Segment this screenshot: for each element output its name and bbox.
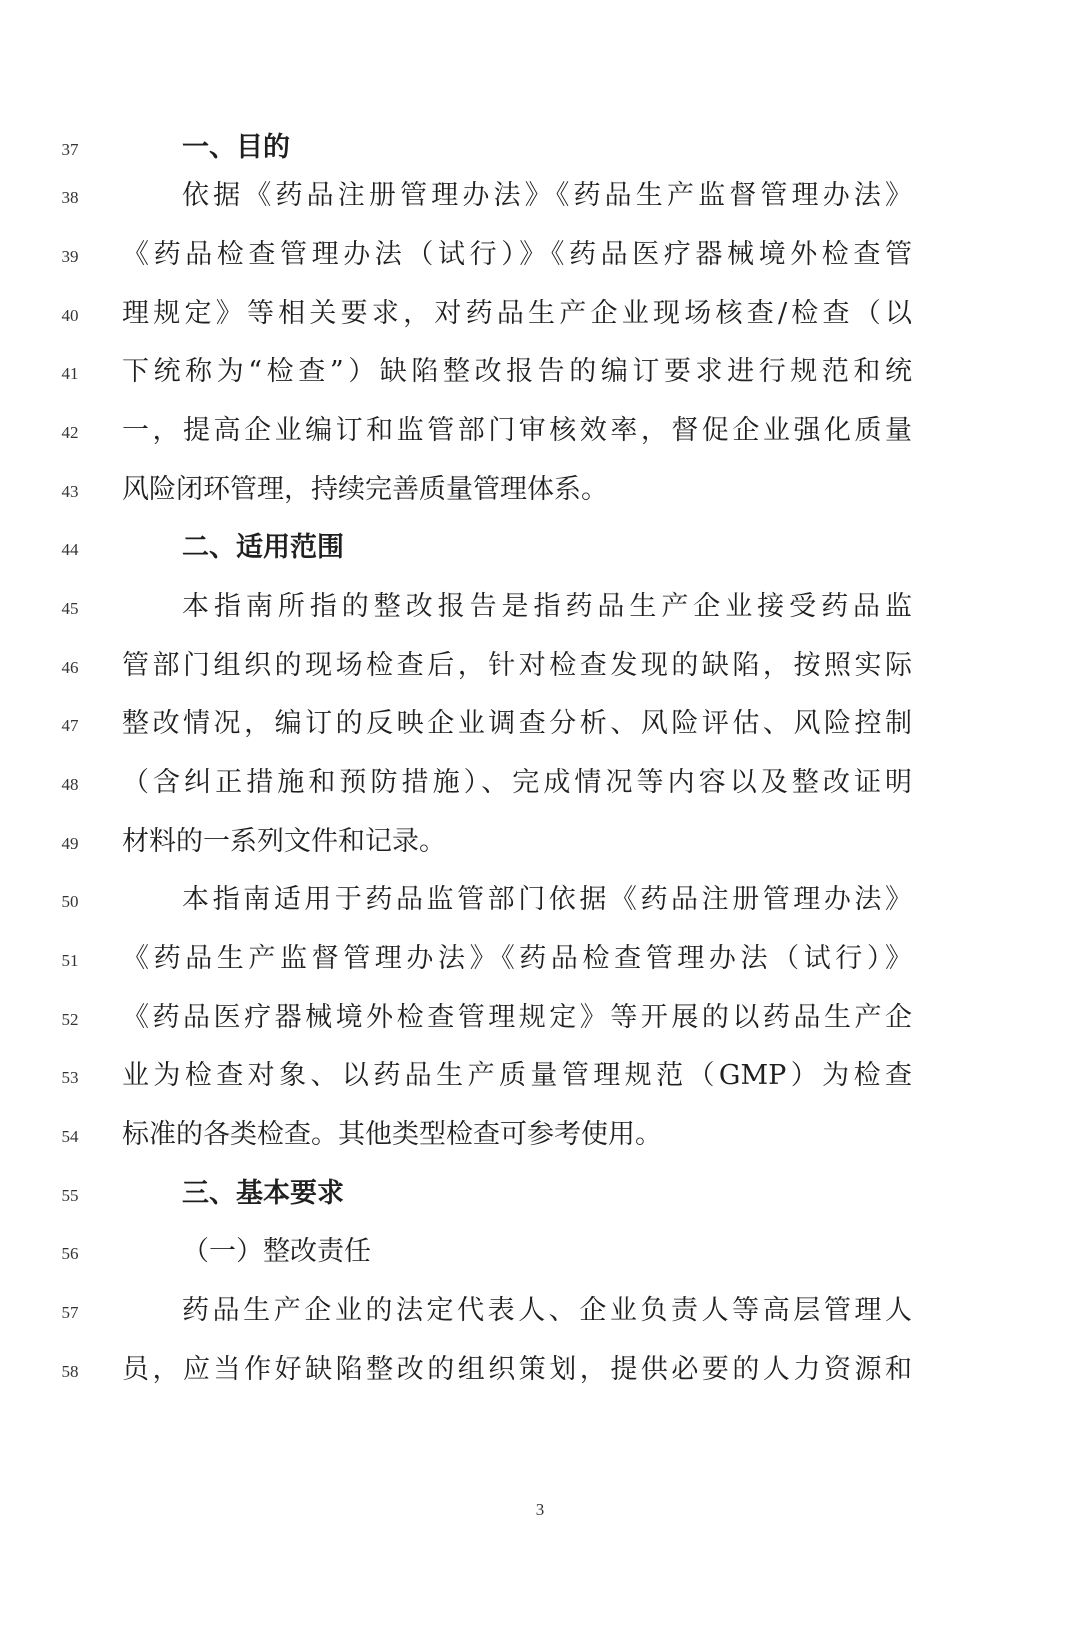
line-43: [0, 464, 1080, 524]
line-57: [0, 1285, 1080, 1345]
line-44: [0, 522, 1080, 582]
line-number: 56: [61, 1244, 79, 1263]
line-number: 51: [61, 951, 79, 970]
line-45: [0, 581, 1080, 641]
paragraph-line: 风险闭环管理，持续完善质量管理体系。: [122, 474, 608, 505]
paragraph-line: 下统称为“检查”）缺陷整改报告的编订要求进行规范和统: [122, 356, 912, 387]
line-52: [0, 992, 1080, 1052]
paragraph-line: 药品生产企业的法定代表人、企业负责人等高层管理人: [182, 1295, 912, 1326]
line-number: 43: [61, 482, 79, 501]
line-number: 52: [61, 1010, 79, 1029]
line-number: 47: [61, 716, 79, 735]
line-number: 48: [61, 775, 79, 794]
paragraph-line: 业为检查对象、以药品生产质量管理规范（GMP）为检查: [122, 1060, 912, 1091]
section-heading-basic-requirements: 三、基本要求: [182, 1178, 344, 1209]
line-58: [0, 1344, 1080, 1404]
line-number: 57: [61, 1303, 79, 1322]
paragraph-line: 员，应当作好缺陷整改的组织策划，提供必要的人力资源和: [122, 1354, 912, 1385]
line-number: 58: [61, 1362, 79, 1381]
line-number: 54: [61, 1127, 79, 1146]
line-46: [0, 640, 1080, 700]
line-48: [0, 757, 1080, 817]
paragraph-line: 依据《药品注册管理办法》《药品生产监督管理办法》: [182, 180, 912, 211]
line-number: 42: [61, 423, 79, 442]
subsection-heading-responsibility: （一）整改责任: [182, 1236, 371, 1267]
paragraph-line: 一，提高企业编订和监管部门审核效率，督促企业强化质量: [122, 415, 912, 446]
line-number: 46: [61, 658, 79, 677]
section-heading-scope: 二、适用范围: [182, 532, 344, 563]
line-56: [0, 1226, 1080, 1286]
line-40: [0, 288, 1080, 348]
line-55: [0, 1168, 1080, 1228]
paragraph-line: 本指南适用于药品监管部门依据《药品注册管理办法》: [182, 884, 912, 915]
paragraph-line: 标准的各类检查。其他类型检查可参考使用。: [122, 1119, 662, 1150]
paragraph-line: 理规定》等相关要求，对药品生产企业现场核查/检查（以: [122, 298, 912, 329]
line-number: 55: [61, 1186, 79, 1205]
line-50: [0, 874, 1080, 934]
line-42: [0, 405, 1080, 465]
paragraph-line: 《药品生产监督管理办法》《药品检查管理办法（试行）》: [122, 943, 912, 974]
paragraph-line: 《药品检查管理办法（试行）》《药品医疗器械境外检查管: [122, 239, 912, 270]
line-39: [0, 229, 1080, 289]
line-number: 40: [61, 306, 79, 325]
line-number: 39: [61, 247, 79, 266]
paragraph-line: 整改情况，编订的反映企业调查分析、风险评估、风险控制: [122, 708, 912, 739]
line-41: [0, 346, 1080, 406]
page-number: 3: [535, 1500, 545, 1519]
paragraph-line: 本指南所指的整改报告是指药品生产企业接受药品监: [182, 591, 912, 622]
paragraph-line: （含纠正措施和预防措施）、完成情况等内容以及整改证明: [122, 767, 912, 798]
line-number: 53: [61, 1068, 79, 1087]
section-heading-purpose: 一、目的: [182, 132, 290, 163]
paragraph-line: 《药品医疗器械境外检查管理规定》等开展的以药品生产企: [122, 1002, 912, 1033]
paragraph-line: 材料的一系列文件和记录。: [122, 826, 446, 857]
line-49: [0, 816, 1080, 876]
paragraph-line: 管部门组织的现场检查后，针对检查发现的缺陷，按照实际: [122, 650, 912, 681]
line-51: [0, 933, 1080, 993]
line-number: 50: [61, 892, 79, 911]
line-number: 44: [61, 540, 79, 559]
line-number: 49: [61, 834, 79, 853]
line-38: [0, 170, 1080, 230]
line-number: 41: [61, 364, 79, 383]
line-number: 45: [61, 599, 79, 618]
line-53: [0, 1050, 1080, 1110]
line-54: [0, 1109, 1080, 1169]
line-47: [0, 698, 1080, 758]
line-number: 37: [61, 140, 79, 159]
line-number: 38: [61, 188, 79, 207]
